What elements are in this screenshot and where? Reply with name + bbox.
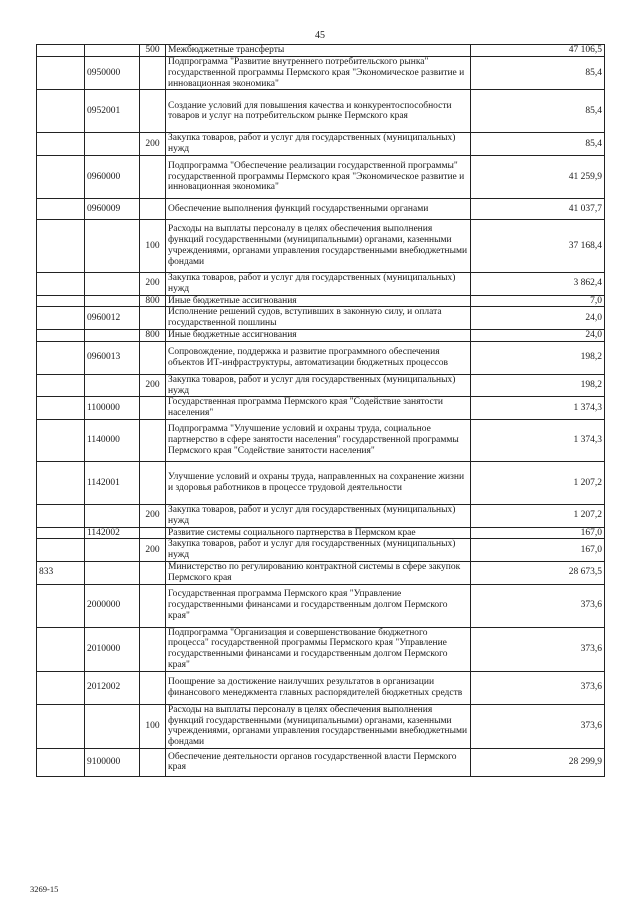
target-article-cell: 0960000 [85, 155, 140, 198]
table-row [37, 527, 605, 539]
ved-code-cell [37, 539, 85, 562]
amount-cell: 3 862,4 [471, 272, 605, 295]
amount-cell: 167,0 [471, 539, 605, 562]
item-name-cell: Создание условий для повышения качества и конкурентоспособности товаров и услуг на потребительском рынке Пермского края [166, 90, 471, 133]
item-name-cell: Закупка товаров, работ и услуг для государственных (муниципальных) нужд [166, 272, 471, 295]
item-name-cell: Улучшение условий и охраны труда, направленных на сохранение жизни и здоровья работников в процессе трудовой деятельности [166, 461, 471, 504]
table-row [37, 295, 605, 307]
amount-cell: 198,2 [471, 374, 605, 397]
table-row [37, 397, 605, 420]
item-name-cell: Межбюджетные трансферты [166, 45, 471, 57]
item-name-cell: Государственная программа Пермского края "Содействие занятости населения" [166, 397, 471, 420]
expense-type-cell [140, 198, 166, 219]
ved-code-cell [37, 133, 85, 156]
table-row [37, 198, 605, 219]
ved-code-cell [37, 704, 85, 748]
budget-table [36, 44, 605, 777]
amount-cell: 24,0 [471, 329, 605, 341]
amount-cell: 28 299,9 [471, 748, 605, 776]
target-article-cell [85, 295, 140, 307]
target-article-cell: 2000000 [85, 584, 140, 627]
target-article-cell: 0952001 [85, 90, 140, 133]
amount-cell: 24,0 [471, 307, 605, 330]
expense-type-cell [140, 561, 166, 584]
expense-type-cell [140, 397, 166, 420]
table-row [37, 539, 605, 562]
table-row [37, 748, 605, 776]
ved-code-cell [37, 90, 85, 133]
expense-type-cell: 800 [140, 329, 166, 341]
amount-cell: 1 207,2 [471, 504, 605, 527]
ved-code-cell [37, 57, 85, 90]
item-name-cell: Закупка товаров, работ и услуг для государственных (муниципальных) нужд [166, 539, 471, 562]
ved-code-cell [37, 295, 85, 307]
target-article-cell [85, 219, 140, 272]
ved-code-cell [37, 272, 85, 295]
table-row [37, 341, 605, 374]
amount-cell: 85,4 [471, 57, 605, 90]
expense-type-cell [140, 90, 166, 133]
item-name-cell: Министерство по регулированию контрактной системы в сфере закупок Пермского края [166, 561, 471, 584]
target-article-cell: 1100000 [85, 397, 140, 420]
table-row [37, 419, 605, 461]
ved-code-cell [37, 671, 85, 704]
amount-cell: 1 374,3 [471, 419, 605, 461]
target-article-cell [85, 704, 140, 748]
target-article-cell [85, 329, 140, 341]
table-row [37, 584, 605, 627]
expense-type-cell: 200 [140, 272, 166, 295]
table-row [37, 561, 605, 584]
expense-type-cell: 200 [140, 374, 166, 397]
amount-cell: 373,6 [471, 627, 605, 671]
item-name-cell: Обеспечение выполнения функций государственными органами [166, 198, 471, 219]
amount-cell: 85,4 [471, 133, 605, 156]
expense-type-cell: 500 [140, 45, 166, 57]
expense-type-cell: 100 [140, 219, 166, 272]
target-article-cell [85, 374, 140, 397]
ved-code-cell [37, 461, 85, 504]
ved-code-cell [37, 341, 85, 374]
item-name-cell: Расходы на выплаты персоналу в целях обеспечения выполнения функций государственными (муниципальными) органами, казенными учреждениями, органами управления государственными внебюджетными фондами [166, 219, 471, 272]
ved-code-cell [37, 627, 85, 671]
expense-type-cell [140, 341, 166, 374]
expense-type-cell [140, 57, 166, 90]
target-article-cell [85, 133, 140, 156]
amount-cell: 28 673,5 [471, 561, 605, 584]
item-name-cell: Обеспечение деятельности органов государственной власти Пермского края [166, 748, 471, 776]
amount-cell: 373,6 [471, 584, 605, 627]
ved-code-cell [37, 45, 85, 57]
item-name-cell: Подпрограмма "Организация и совершенствование бюджетного процесса" государственной программы Пермского края "Управление государственными финансами и государственным долгом Пермского края" [166, 627, 471, 671]
amount-cell: 373,6 [471, 671, 605, 704]
ved-code-cell [37, 329, 85, 341]
target-article-cell [85, 561, 140, 584]
ved-code-cell [37, 584, 85, 627]
table-row [37, 627, 605, 671]
table-row [37, 219, 605, 272]
table-row [37, 272, 605, 295]
item-name-cell: Подпрограмма "Развитие внутреннего потребительского рынка" государственной программы Пермского края "Экономическое развитие и инновационная экономика" [166, 57, 471, 90]
expense-type-cell: 200 [140, 133, 166, 156]
amount-cell: 373,6 [471, 704, 605, 748]
expense-type-cell [140, 155, 166, 198]
table-row [37, 329, 605, 341]
ved-code-cell [37, 748, 85, 776]
target-article-cell [85, 45, 140, 57]
item-name-cell: Поощрение за достижение наилучших результатов в организации финансового менеджмента главных распорядителей бюджетных средств [166, 671, 471, 704]
target-article-cell [85, 504, 140, 527]
amount-cell: 167,0 [471, 527, 605, 539]
item-name-cell: Закупка товаров, работ и услуг для государственных (муниципальных) нужд [166, 133, 471, 156]
target-article-cell: 0950000 [85, 57, 140, 90]
expense-type-cell: 200 [140, 539, 166, 562]
target-article-cell: 0960009 [85, 198, 140, 219]
table-row [37, 704, 605, 748]
page-number: 45 [315, 30, 325, 41]
table-row [37, 45, 605, 57]
amount-cell: 41 037,7 [471, 198, 605, 219]
expense-type-cell: 800 [140, 295, 166, 307]
footer-code: 3269-15 [30, 884, 59, 894]
table-row [37, 307, 605, 330]
ved-code-cell [37, 155, 85, 198]
table-row [37, 155, 605, 198]
ved-code-cell [37, 307, 85, 330]
table-row [37, 57, 605, 90]
expense-type-cell [140, 527, 166, 539]
item-name-cell: Подпрограмма "Улучшение условий и охраны труда, социальное партнерство в сфере занятости населения" государственной программы Пермского края "Содействие занятости населения" [166, 419, 471, 461]
target-article-cell: 1142001 [85, 461, 140, 504]
target-article-cell [85, 272, 140, 295]
item-name-cell: Расходы на выплаты персоналу в целях обеспечения выполнения функций государственными (муниципальными) органами, казенными учреждениями, органами управления государственными внебюджетными фондами [166, 704, 471, 748]
expense-type-cell [140, 627, 166, 671]
table-row [37, 671, 605, 704]
target-article-cell: 1142002 [85, 527, 140, 539]
table-row [37, 90, 605, 133]
expense-type-cell: 200 [140, 504, 166, 527]
target-article-cell: 2012002 [85, 671, 140, 704]
expense-type-cell [140, 584, 166, 627]
ved-code-cell [37, 419, 85, 461]
ved-code-cell [37, 527, 85, 539]
item-name-cell: Закупка товаров, работ и услуг для государственных (муниципальных) нужд [166, 504, 471, 527]
amount-cell: 47 106,5 [471, 45, 605, 57]
target-article-cell: 0960012 [85, 307, 140, 330]
item-name-cell: Исполнение решений судов, вступивших в законную силу, и оплата государственной пошлины [166, 307, 471, 330]
item-name-cell: Подпрограмма "Обеспечение реализации государственной программы" государственной программы Пермского края "Экономическое развитие и инновационная экономика" [166, 155, 471, 198]
table-row [37, 374, 605, 397]
table-row [37, 461, 605, 504]
ved-code-cell [37, 219, 85, 272]
target-article-cell: 2010000 [85, 627, 140, 671]
table-row [37, 133, 605, 156]
expense-type-cell [140, 419, 166, 461]
amount-cell: 7,0 [471, 295, 605, 307]
expense-type-cell: 100 [140, 704, 166, 748]
amount-cell: 37 168,4 [471, 219, 605, 272]
target-article-cell: 0960013 [85, 341, 140, 374]
ved-code-cell [37, 397, 85, 420]
amount-cell: 85,4 [471, 90, 605, 133]
item-name-cell: Сопровождение, поддержка и развитие программного обеспечения объектов ИТ-инфраструктуры, автоматизации бюджетных процессов [166, 341, 471, 374]
target-article-cell: 1140000 [85, 419, 140, 461]
expense-type-cell [140, 748, 166, 776]
item-name-cell: Государственная программа Пермского края "Управление государственными финансами и государственным долгом Пермского края" [166, 584, 471, 627]
expense-type-cell [140, 461, 166, 504]
item-name-cell: Развитие системы социального партнерства в Пермском крае [166, 527, 471, 539]
amount-cell: 1 374,3 [471, 397, 605, 420]
expense-type-cell [140, 671, 166, 704]
table-row [37, 504, 605, 527]
amount-cell: 41 259,9 [471, 155, 605, 198]
target-article-cell: 9100000 [85, 748, 140, 776]
ved-code-cell [37, 504, 85, 527]
ved-code-cell [37, 198, 85, 219]
item-name-cell: Иные бюджетные ассигнования [166, 329, 471, 341]
expense-type-cell [140, 307, 166, 330]
target-article-cell [85, 539, 140, 562]
item-name-cell: Иные бюджетные ассигнования [166, 295, 471, 307]
ved-code-cell: 833 [37, 561, 85, 584]
amount-cell: 1 207,2 [471, 461, 605, 504]
ved-code-cell [37, 374, 85, 397]
item-name-cell: Закупка товаров, работ и услуг для государственных (муниципальных) нужд [166, 374, 471, 397]
amount-cell: 198,2 [471, 341, 605, 374]
